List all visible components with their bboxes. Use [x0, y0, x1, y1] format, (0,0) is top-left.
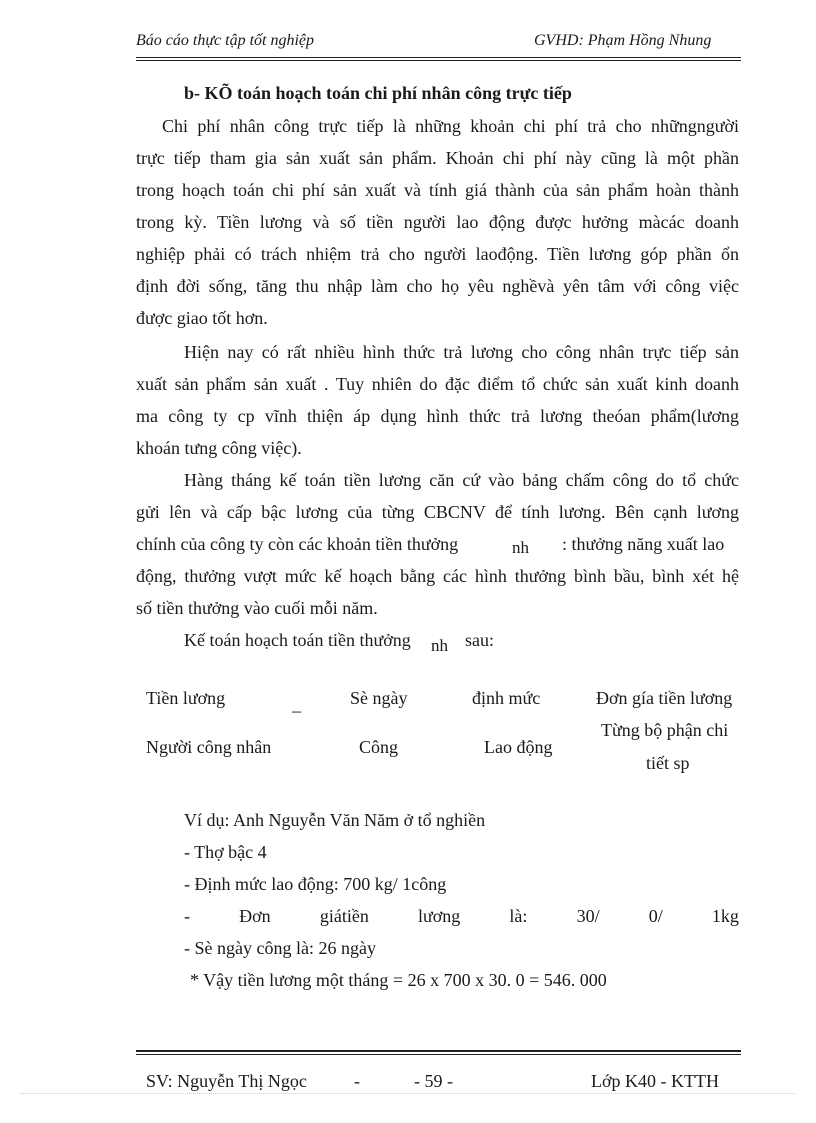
example-grade: - Thợ bậc 4 — [184, 842, 267, 862]
para1-line: trong hoạch toán chi phí sản xuất và tính giá thành của sản phẩm hoàn thành — [136, 180, 739, 200]
example-intro: Ví dụ: Anh Nguyễn Văn Năm ở tổ nghiền — [184, 810, 486, 830]
example-unit-price — [184, 906, 739, 926]
footer-rule-top — [136, 1050, 741, 1052]
para2-line: xuất sản phẩm sản xuất . Tuy nhiên do đặc điểm tổ chức sản xuất kinh doanh — [136, 374, 739, 394]
formula-worker-label: Người công nhân — [146, 737, 272, 757]
para2-line: Hiện nay có rất nhiều hình thức trả lương cho công nhân trực tiếp sản — [184, 342, 739, 362]
para1-line: nghiệp phải có trách nhiệm trả cho người laođộng. Tiền lương góp phần ổn — [136, 244, 739, 264]
header-left: Báo cáo thực tập tốt nghiệp — [136, 32, 315, 49]
price-word: 30/ — [576, 906, 600, 926]
price-word: 1kg — [711, 906, 739, 926]
para1-line: trực tiếp tham gia sản xuất sản phẩm. Khoản chi phí này cũng là một phần — [136, 148, 739, 168]
para3-line-3a: chính của công ty còn các khoản tiền thưởng — [136, 534, 459, 554]
para1-last-line: được giao tốt hơn. — [136, 308, 268, 328]
para4-text: Kế toán hoạch toán tiền thưởng — [184, 630, 411, 650]
para2-last-line: khoán tưng công việc). — [136, 438, 302, 458]
formula-unitprice-label: Đơn gía tiền lương — [596, 688, 733, 708]
header-right: GVHD: Phạm Hồng Nhung — [534, 32, 712, 49]
formula-dept-label: Từng bộ phận chi — [601, 720, 729, 740]
example-days: - Sè ngày công là: 26 ngày — [184, 938, 376, 958]
para3-nh: nh — [512, 538, 529, 557]
para1-line: định đời sống, tăng thu nhập làm cho họ yêu nghềvà yên tâm với công việc — [136, 276, 739, 296]
para3-line: động, thưởng vượt mức kế hoạch bằng các hình thưởng bình bầu, bình xét hệ — [136, 566, 739, 586]
price-word: Đơn — [239, 906, 271, 926]
para3-line: Hàng tháng kế toán tiền lương căn cứ vào bảng chấm công do tổ chức — [184, 470, 739, 490]
footer-dash: - — [354, 1071, 360, 1091]
para1-line: Chi phí nhân công trực tiếp là những khoản chi phí trả cho nhữngngười — [162, 116, 739, 136]
price-word: là: — [509, 906, 528, 926]
formula-operator: _ — [292, 694, 301, 714]
formula-workday-label: Công — [359, 737, 399, 757]
para3-line-3b: : thưởng năng xuất lao — [562, 534, 725, 554]
header-rule-bottom — [136, 60, 741, 61]
footer-class: Lớp K40 - KTTH — [591, 1071, 719, 1091]
formula-days-label: Sè ngày — [350, 688, 408, 708]
para2-line: ma công ty cp vĩnh thiện áp dụng hình thức trả lương theóan phẩm(lương — [136, 406, 739, 426]
footer-page-number: - 59 - — [414, 1071, 453, 1091]
section-title: b- KÕ toán hoạch toán chi phí nhân công trực tiếp — [184, 83, 572, 103]
price-word: lương — [417, 906, 461, 926]
para4-nh: nh — [431, 636, 448, 655]
formula-salary-label: Tiền lương — [146, 688, 226, 708]
page-bottom-divider — [20, 1093, 796, 1094]
price-word: giátiền — [319, 906, 369, 926]
para3-last-line: số tiền thưởng vào cuối mỗi năm. — [136, 598, 378, 618]
para1-line: trong kỳ. Tiền lương và số tiền người lao động được hưởng màcác doanh — [136, 212, 739, 232]
footer-rule-bottom — [136, 1054, 741, 1055]
example-norm: - Định mức lao động: 700 kg/ 1công — [184, 874, 447, 894]
price-word: 0/ — [648, 906, 663, 926]
example-result: * Vậy tiền lương một tháng = 26 x 700 x 30. 0 = 546. 000 — [190, 970, 607, 990]
price-word: - — [184, 906, 190, 926]
formula-detail-label: tiết sp — [646, 753, 690, 773]
header-rule-top — [136, 57, 741, 58]
footer-student: SV: Nguyễn Thị Ngọc — [146, 1071, 307, 1091]
formula-norm-label: định mức — [472, 688, 541, 708]
para4-tail: sau: — [465, 630, 494, 650]
formula-labor-label: Lao động — [484, 737, 553, 757]
para3-line: gửi lên và cấp bậc lương của từng CBCNV để tính lương. Bên cạnh lương — [136, 502, 739, 522]
